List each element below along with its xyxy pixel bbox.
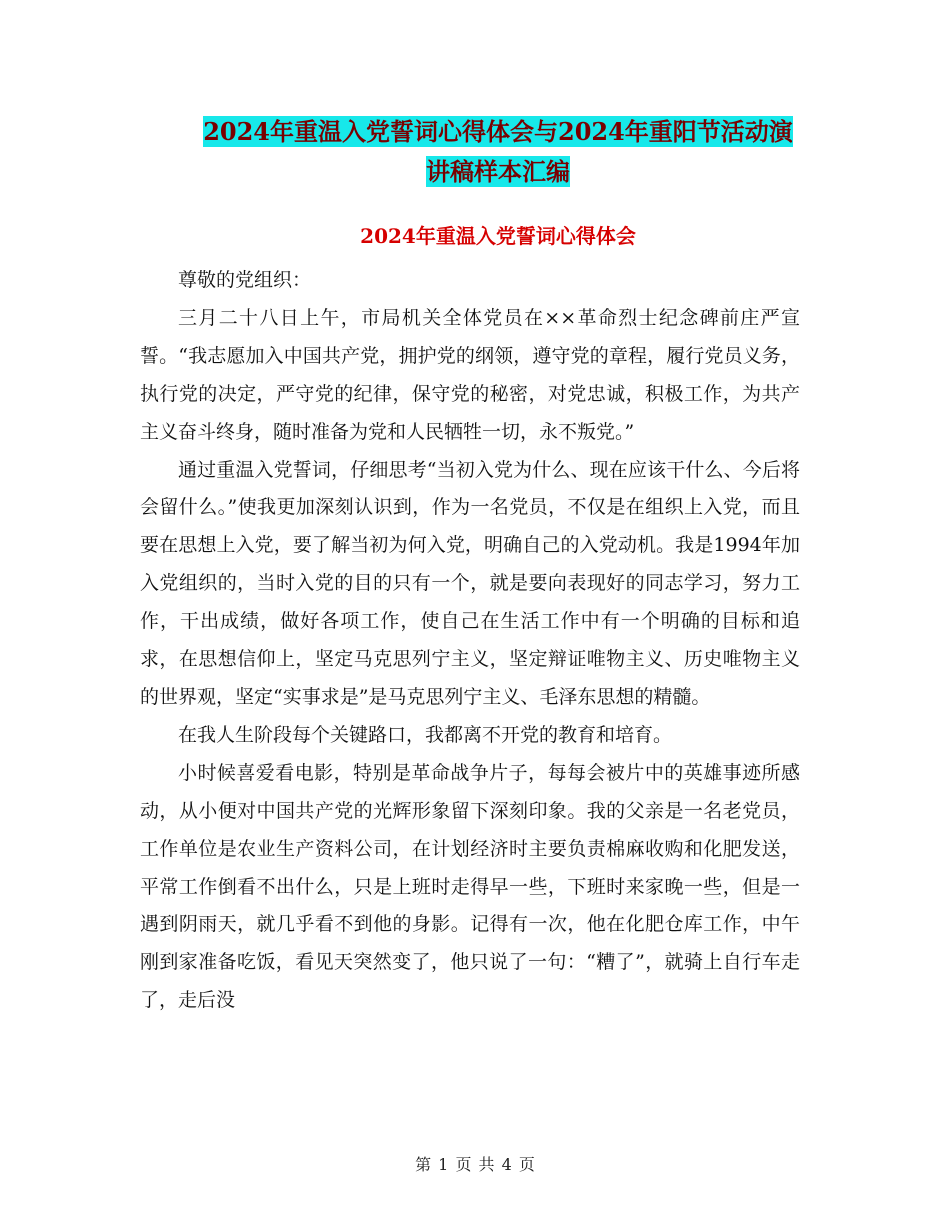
body-paragraph: 三月二十八日上午，市局机关全体党员在××革命烈士纪念碑前庄严宣誓。“我志愿加入中国共产党，拥护党的纲领，遵守党的章程，履行党员义务，执行党的决定，严守党的纪律，保守党的秘密，对党忠诚，积极工作，为共产主义奋斗终身，随时准备为党和人民牺牲一切，永不叛党。” xyxy=(140,306,800,443)
body-paragraph: 在我人生阶段每个关键路口，我都离不开党的教育和培育。 xyxy=(178,723,673,746)
document-title xyxy=(140,112,856,192)
document-body xyxy=(140,262,800,1020)
document-title-line-2: 讲稿样本汇编 xyxy=(426,157,570,186)
body-paragraph: 小时候喜爱看电影，特别是革命战争片子，每每会被片中的英雄事迹所感动，从小便对中国共产党的光辉形象留下深刻印象。我的父亲是一名老党员，工作单位是农业生产资料公司，在计划经济时主要负责棉麻收购和化肥发送，平常工作倒看不出什么，只是上班时走得早一些，下班时来家晚一些，但是一遇到阴雨天，就几乎看不到他的身影。记得有一次，他在化肥仓库工作，中午刚到家准备吃饭，看见天突然变了，他只说了一句：“糟了”，就骑上自行车走了，走后没 xyxy=(140,761,800,1012)
page-number-footer: 第 1 页 共 4 页 xyxy=(415,1155,535,1174)
body-paragraph: 通过重温入党誓词，仔细思考“当初入党为什么、现在应该干什么、今后将会留什么。”使我更加深刻认识到，作为一名党员，不仅是在组织上入党，而且要在思想上入党，要了解当初为何入党，明确自己的入党动机。我是1994年加入党组织的，当时入党的目的只有一个，就是要向表现好的同志学习，努力工作，干出成绩，做好各项工作，使自己在生活工作中有一个明确的目标和追求，在思想信仰上，坚定马克思列宁主义，坚定辩证唯物主义、历史唯物主义的世界观，坚定“实事求是”是马克思列宁主义、毛泽东思想的精髓。 xyxy=(140,458,800,708)
salutation-paragraph: 尊敬的党组织： xyxy=(178,269,312,291)
document-title-line-1: 2024年重温入党誓词心得体会与2024年重阳节活动演 xyxy=(203,117,793,146)
section-title: 2024年重温入党誓词心得体会 xyxy=(360,224,636,248)
